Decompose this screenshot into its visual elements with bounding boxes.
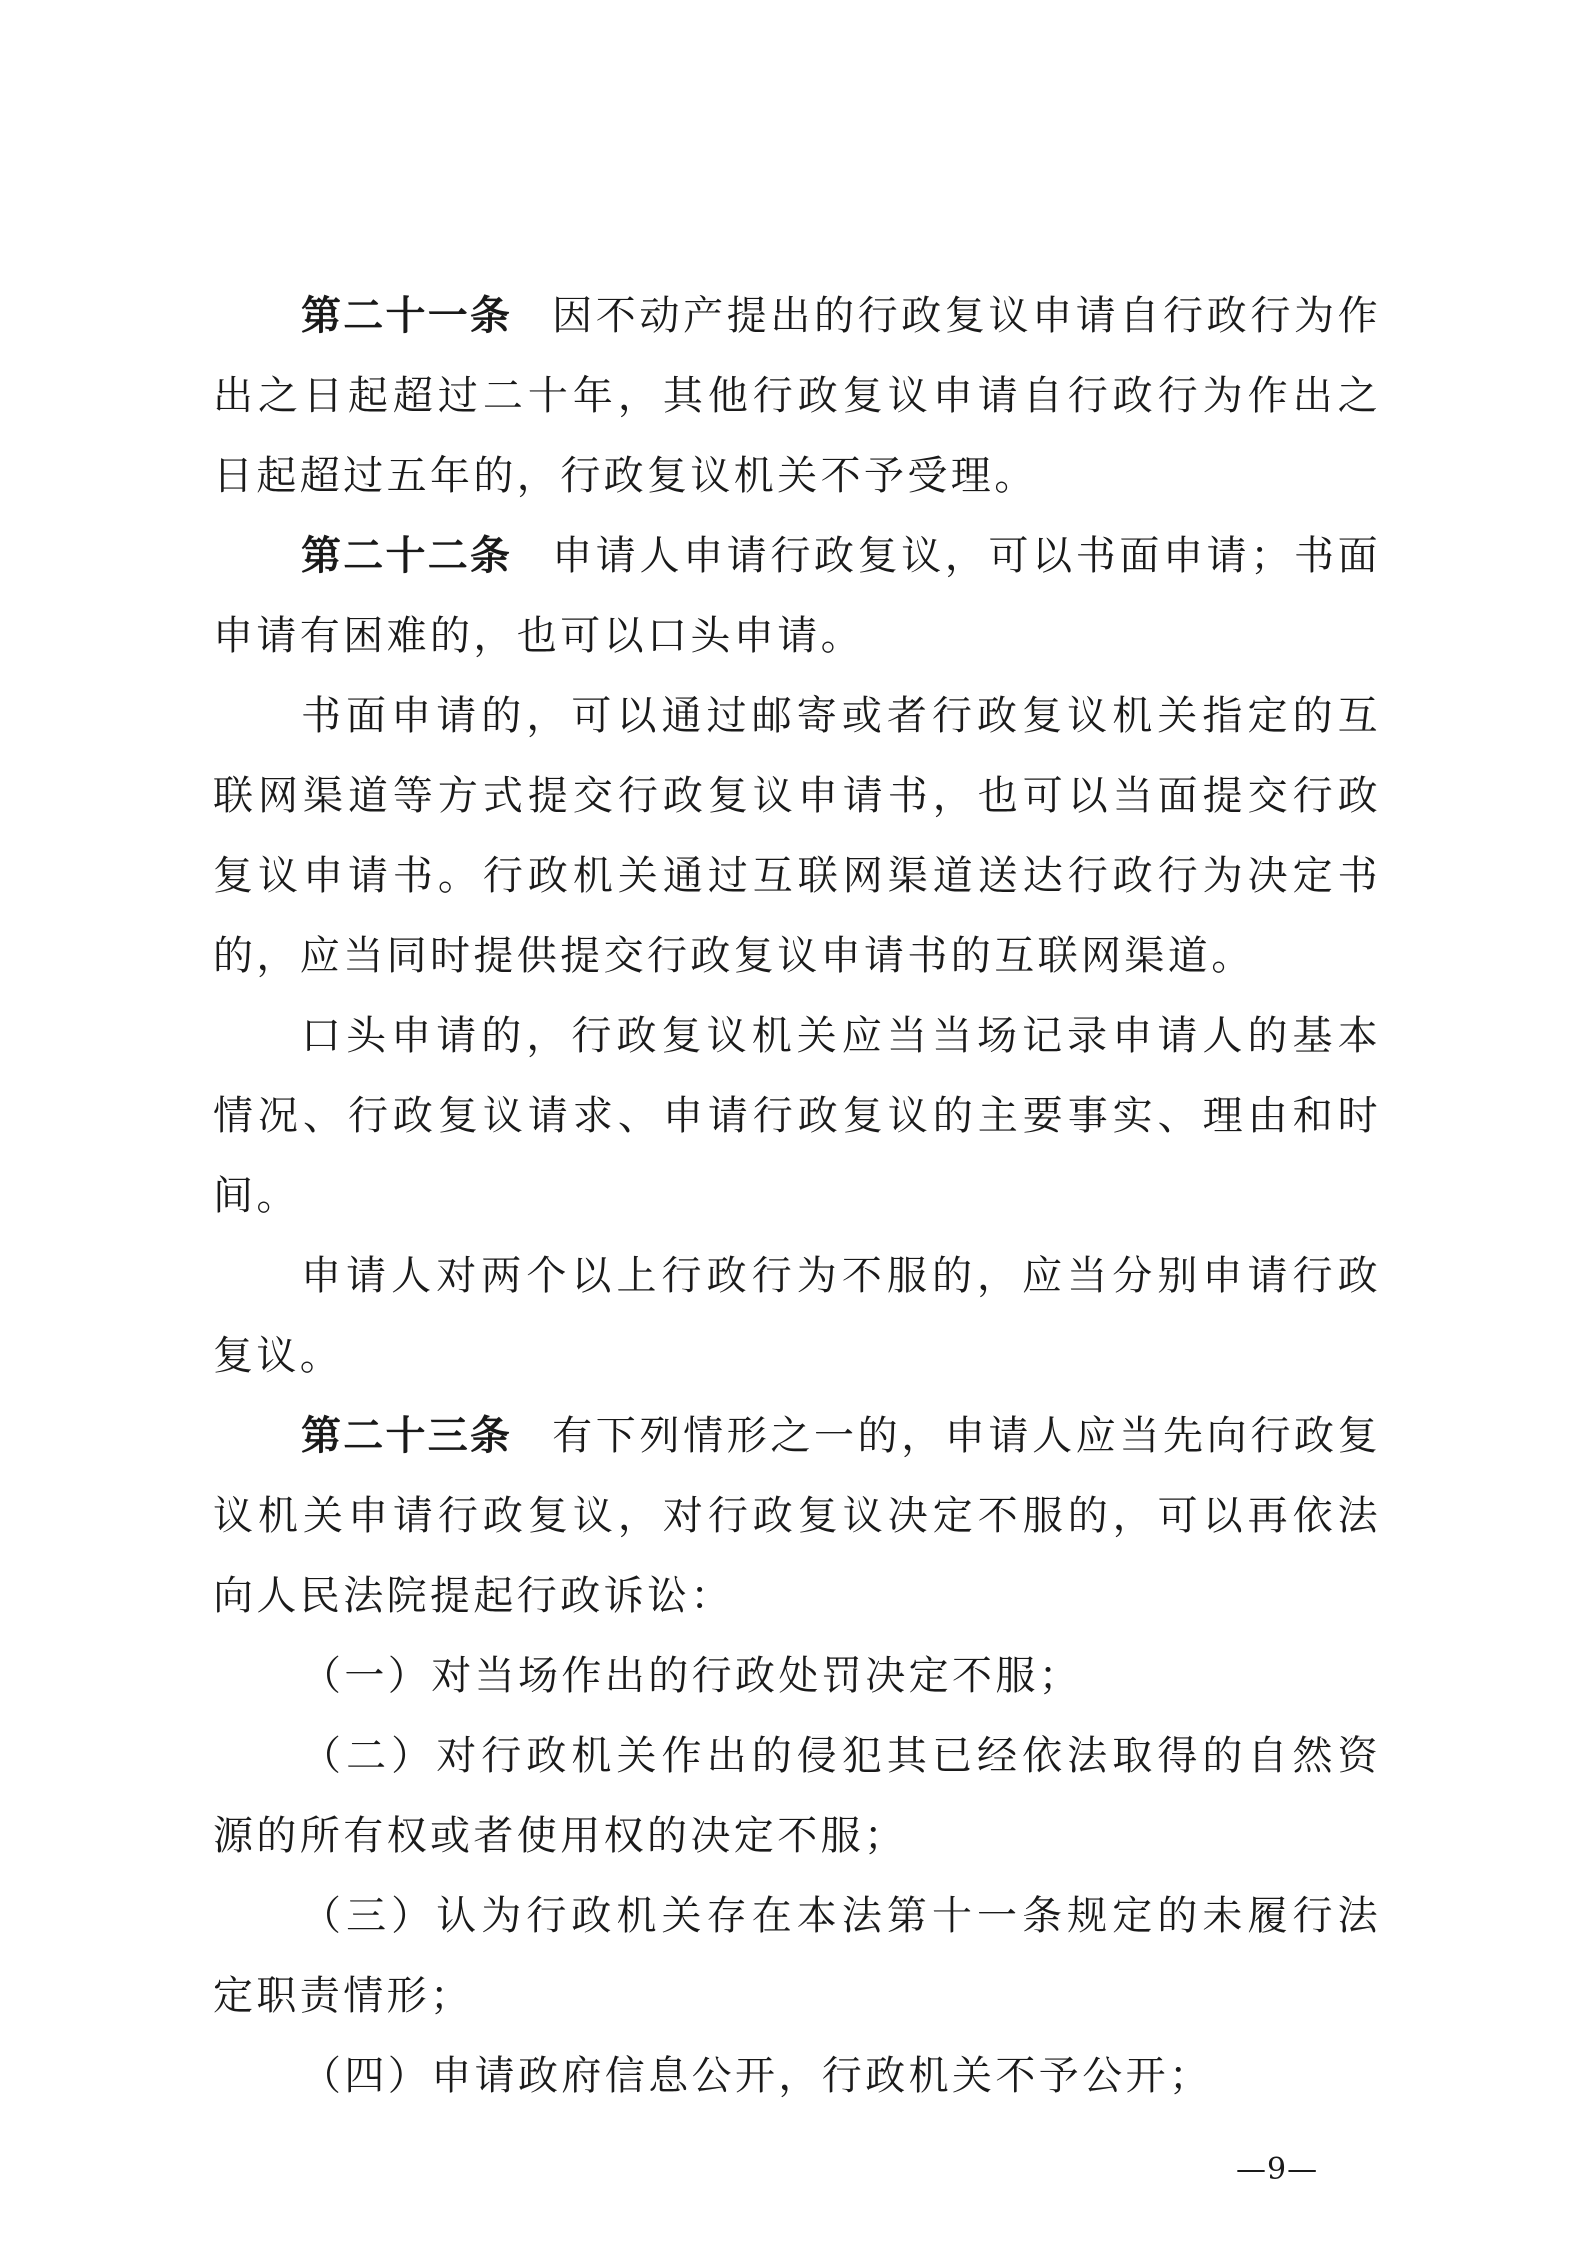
article-22-paragraph bbox=[213, 516, 1381, 676]
article-23-paragraph bbox=[213, 1396, 1381, 1636]
paragraph-text: 口头申请的，行政复议机关应当当场记录申请人的基本情况、行政复议请求、申请行政复议的主要事实、理由和时间。 bbox=[213, 1013, 1381, 1219]
multiple-acts-paragraph bbox=[213, 1236, 1381, 1396]
paragraph-text: 申请人申请行政复议，可以书面申请；书面申请有困难的，也可以口头申请。 bbox=[213, 533, 1381, 659]
list-item-4 bbox=[213, 2036, 1381, 2116]
paragraph-text: 有下列情形之一的，申请人应当先向行政复议机关申请行政复议，对行政复议决定不服的，可以再依法向人民法院提起行政诉讼： bbox=[213, 1413, 1381, 1619]
document-body bbox=[213, 276, 1381, 2116]
paragraph-text: 申请人对两个以上行政行为不服的，应当分别申请行政复议。 bbox=[213, 1253, 1381, 1379]
paragraph-text: （一）对当场作出的行政处罚决定不服； bbox=[301, 1653, 1083, 1699]
written-application-paragraph bbox=[213, 676, 1381, 996]
paragraph-text: （二）对行政机关作出的侵犯其已经依法取得的自然资源的所有权或者使用权的决定不服； bbox=[213, 1733, 1381, 1859]
article-number: 第二十二条 bbox=[301, 533, 513, 579]
oral-application-paragraph bbox=[213, 996, 1381, 1236]
list-item-1 bbox=[213, 1636, 1381, 1716]
list-item-2 bbox=[213, 1716, 1381, 1876]
article-21-paragraph bbox=[213, 276, 1381, 516]
paragraph-text: （三）认为行政机关存在本法第十一条规定的未履行法定职责情形； bbox=[213, 1893, 1381, 2019]
list-item-3 bbox=[213, 1876, 1381, 2036]
article-number: 第二十一条 bbox=[301, 293, 513, 339]
paragraph-text: （四）申请政府信息公开，行政机关不予公开； bbox=[301, 2053, 1213, 2099]
paragraph-text: 因不动产提出的行政复议申请自行政行为作出之日起超过二十年，其他行政复议申请自行政行为作出之日起超过五年的，行政复议机关不予受理。 bbox=[213, 293, 1381, 499]
article-number: 第二十三条 bbox=[301, 1413, 513, 1459]
page-number: —9— bbox=[1236, 2152, 1319, 2187]
paragraph-text: 书面申请的，可以通过邮寄或者行政复议机关指定的互联网渠道等方式提交行政复议申请书，也可以当面提交行政复议申请书。行政机关通过互联网渠道送达行政行为决定书的，应当同时提供提交行政复议申请书的互联网渠道。 bbox=[213, 693, 1381, 979]
